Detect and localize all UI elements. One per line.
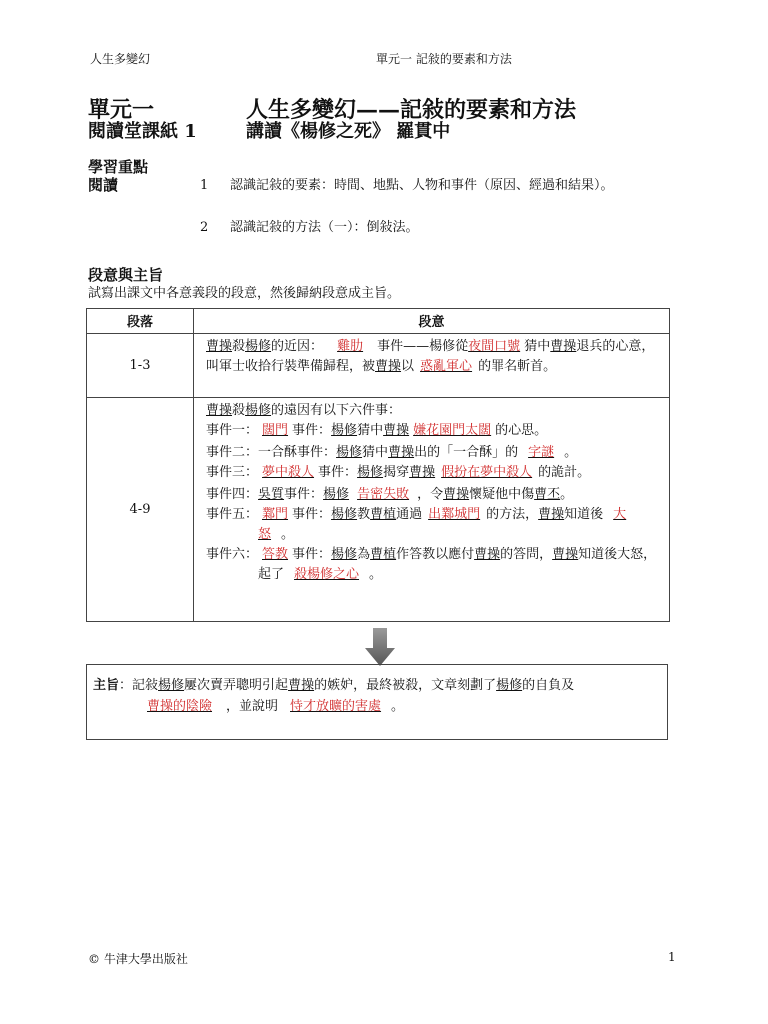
text: 猜中: [524, 339, 551, 354]
paragraph-range: 1-3: [87, 334, 194, 398]
answer-blank: 殺楊修之心: [294, 567, 360, 582]
text: 事件：: [284, 487, 324, 502]
name-yang-xiu: 楊修: [496, 678, 523, 693]
text: 的心思。: [495, 423, 548, 438]
answer-blank: 答教: [262, 547, 289, 562]
name-cao-cao: 曹操: [552, 547, 579, 562]
focus-num-1: 1: [200, 178, 209, 193]
text: 的答問，: [500, 547, 553, 562]
name-yang-xiu: 楊修: [331, 547, 358, 562]
answer-blank: 假扮在夢中殺人: [441, 465, 533, 480]
answer-blank: 雞肋: [337, 339, 364, 354]
header-center: 單元一 記敍的要素和方法: [376, 52, 512, 66]
paragraph-meaning: [194, 334, 670, 398]
footer-publisher: © 牛津大學出版社: [88, 952, 188, 966]
name-cao-cao: 曹操: [206, 339, 233, 354]
answer-blank: 夢中殺人: [262, 465, 315, 480]
text: 事件：: [292, 423, 332, 438]
text: 殺: [232, 339, 246, 354]
text: 猜中: [357, 423, 384, 438]
answer-blank: 曹操的陰險: [147, 699, 213, 714]
text: 的自負及: [522, 678, 575, 693]
down-arrow-icon: [365, 628, 395, 666]
event-2: [206, 443, 659, 463]
text: 事件——: [377, 339, 430, 354]
text: 知道後: [564, 507, 604, 522]
name-cao-cao: 曹操: [383, 423, 410, 438]
name-yang-xiu: 楊修: [245, 403, 272, 418]
answer-blank: 告密失敗: [357, 487, 410, 502]
table-row: [87, 334, 670, 398]
name-cao-pi: 曹丕: [534, 487, 561, 502]
focus-item-1: 認識記敍的要素：時間、地點、人物和事件（原因、經過和結果）。: [230, 178, 614, 193]
text: 屢次賣弄聰明引起: [184, 678, 289, 693]
name-cao-cao: 曹操: [550, 339, 577, 354]
event-label: 事件二：: [206, 445, 259, 460]
answer-blank: 惑亂軍心: [420, 359, 473, 374]
event-6: [206, 545, 659, 585]
text: 。: [391, 699, 405, 714]
name-yang-xiu: 楊修: [331, 507, 358, 522]
section-heading: 段意與主旨: [88, 266, 164, 284]
theme-label: 主旨: [93, 678, 120, 693]
text: 事件：: [292, 547, 332, 562]
text: 。: [564, 445, 578, 460]
answer-blank: 字謎: [528, 445, 555, 460]
name-cao-cao: 曹操: [474, 547, 501, 562]
text: 的遠因有以下六件事：: [271, 403, 402, 418]
text: 出的「一合酥」的: [414, 445, 519, 460]
name-yang-xiu: 楊修: [245, 339, 272, 354]
col-header-paragraph: 段落: [87, 309, 194, 334]
name-cao-cao: 曹操: [538, 507, 565, 522]
name-cao-cao: 曹操: [375, 359, 402, 374]
name-cao-zhi: 曹植: [370, 547, 397, 562]
event-5: [206, 505, 659, 545]
event-1: [206, 421, 659, 441]
text: 的詭計。: [538, 465, 591, 480]
text: 的嫉妒，最終被殺，文章刻劃了: [314, 678, 497, 693]
name-yang-xiu: 楊修: [331, 423, 358, 438]
event-label: 事件一：: [206, 423, 259, 438]
text: 。: [369, 567, 383, 582]
event-4: [206, 485, 659, 505]
section-instruction: 試寫出課文中各意義段的段意，然後歸納段意成主旨。: [88, 286, 401, 301]
name-wu-zhi: 吳質: [258, 487, 285, 502]
name-cao-cao: 曹操: [388, 445, 415, 460]
name-cao-zhi: 曹植: [370, 507, 397, 522]
header-left: 人生多變幻: [90, 52, 151, 66]
paragraph-table: [86, 308, 670, 622]
remote-cause-intro: [206, 401, 659, 421]
text: 懷疑他中傷: [469, 487, 535, 502]
text: 通過: [396, 507, 423, 522]
name-cao-cao: 曹操: [288, 678, 315, 693]
text: 的罪名斬首。: [478, 359, 557, 374]
event-label: 事件六：: [206, 547, 259, 562]
text: 。: [281, 527, 295, 542]
focus-num-2: 2: [200, 220, 209, 235]
name-yang-xiu: 楊修: [429, 339, 456, 354]
text: 殺: [232, 403, 246, 418]
answer-blank: 嫌花園門太闊: [413, 423, 492, 438]
name-cao-cao: 曹操: [409, 465, 436, 480]
unit-label: 單元一: [88, 97, 155, 123]
answer-blank: 出鄴城門: [428, 507, 481, 522]
table-row: [87, 398, 670, 622]
paragraph-meaning: [194, 398, 670, 622]
text: ，並說明: [226, 699, 279, 714]
name-yang-xiu: 楊修: [158, 678, 185, 693]
text: 退兵的心意，叫軍士收拾行裝準備歸程，被: [206, 339, 655, 374]
event-label: 事件五：: [206, 507, 259, 522]
answer-blank: 夜間口號: [468, 339, 521, 354]
text: 的近因：: [271, 339, 324, 354]
text: 事件：: [292, 507, 332, 522]
col-header-meaning: 段意: [194, 309, 670, 334]
theme-box: [86, 664, 668, 740]
event-3: [206, 463, 659, 483]
answer-blank: 恃才放曠的害處: [290, 699, 382, 714]
focus-heading: 學習重點: [88, 158, 149, 176]
paragraph-range: 4-9: [87, 398, 194, 622]
name-yang-xiu: 楊修: [323, 487, 350, 502]
text: 為: [357, 547, 371, 562]
answer-blank: 闊門: [262, 423, 289, 438]
text: 猜中: [362, 445, 389, 460]
text: 。: [560, 487, 574, 502]
name-yang-xiu: 楊修: [336, 445, 363, 460]
text: 知道後大怒，起了: [258, 547, 657, 582]
focus-item-2: 認識記敍的方法（一）：倒敍法。: [230, 220, 419, 235]
name-cao-cao: 曹操: [206, 403, 233, 418]
name-cao-cao: 曹操: [443, 487, 470, 502]
text: 從: [455, 339, 469, 354]
text: 一合酥事件：: [258, 445, 337, 460]
lesson-title: 講讀《楊修之死》 羅貫中: [246, 121, 451, 142]
text: ：記敍: [119, 678, 159, 693]
page-number: 1: [668, 950, 676, 964]
worksheet-title: 閱讀堂課紙 1: [88, 121, 197, 142]
name-yang-xiu: 楊修: [357, 465, 384, 480]
event-label: 事件四：: [206, 487, 259, 502]
text: 以: [401, 359, 415, 374]
text: 揭穿: [383, 465, 410, 480]
text: 事件：: [318, 465, 358, 480]
text: 的方法，: [486, 507, 539, 522]
text: ，令: [417, 487, 444, 502]
answer-blank: 鄴門: [262, 507, 289, 522]
answer-blank: 大怒: [258, 507, 627, 542]
text: 作答教以應付: [396, 547, 475, 562]
focus-label: 閱讀: [88, 176, 119, 194]
event-label: 事件三：: [206, 465, 259, 480]
text: 教: [357, 507, 371, 522]
unit-title: 人生多變幻——記敍的要素和方法: [246, 97, 577, 123]
